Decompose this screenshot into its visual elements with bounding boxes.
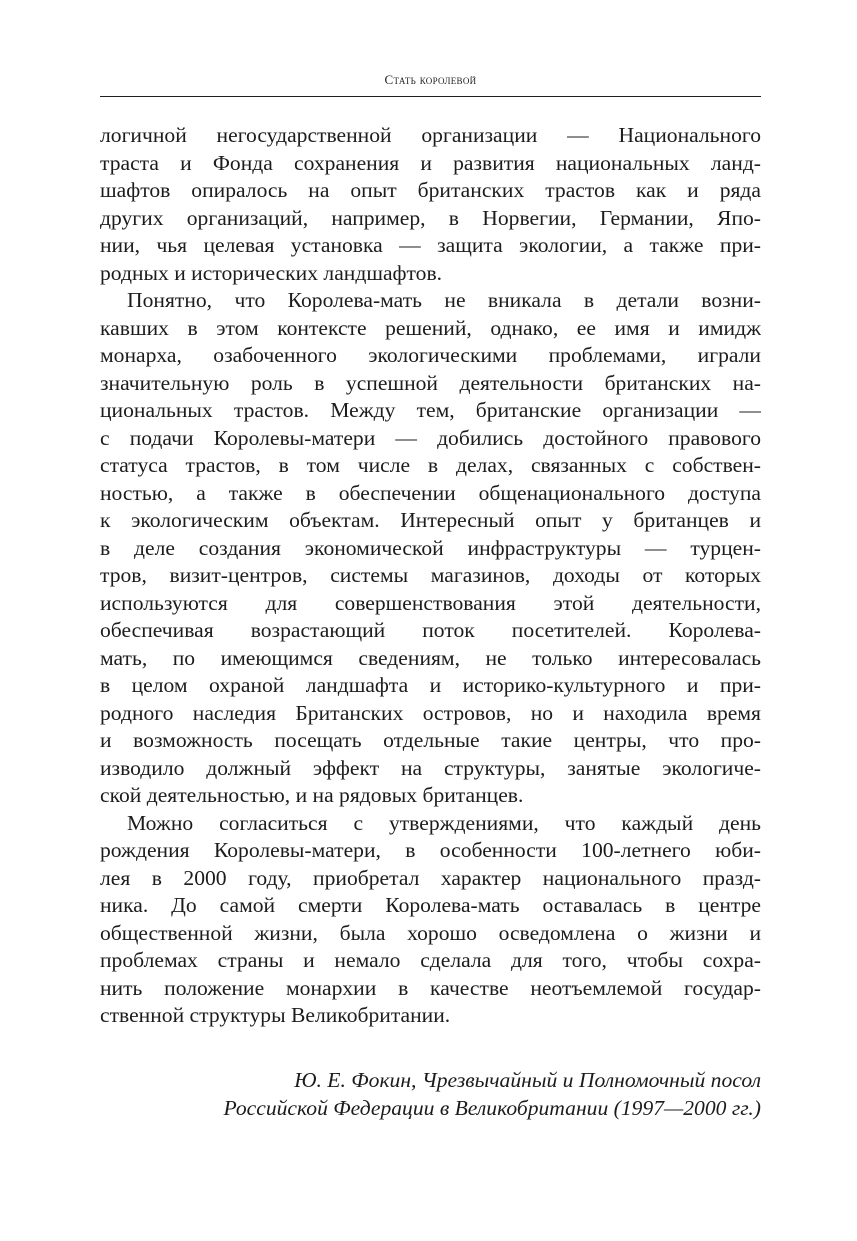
text-line: Понятно, что Королева-мать не вникала в детали возни- — [127, 288, 761, 312]
text-line: циональных трастов. Между тем, британские организации — — [100, 398, 761, 422]
text-line: изводило должный эффект на структуры, занятые экологиче- — [100, 755, 761, 780]
text-line: к экологическим объектам. Интересный опыт у британцев и — [100, 508, 761, 532]
text-line: ника. До самой смерти Королева-мать оставалась в центре — [100, 893, 761, 917]
text-line: тров, визит-центров, системы магазинов, доходы от которых — [100, 563, 761, 587]
signature-line-2: Российской Федерации в Великобритании (1997—2000 гг.) — [223, 1096, 761, 1120]
text-line: родных и исторических ландшафтов. — [100, 260, 443, 285]
text-line: нить положение монархии в качестве неотъемлемой государ- — [100, 975, 761, 1000]
text-line: кавших в этом контексте решений, однако, ее имя и имидж — [100, 315, 761, 340]
text-line: траста и Фонда сохранения и развития национальных ланд- — [100, 150, 761, 175]
text-line: монарха, озабоченного экологическими проблемами, играли — [100, 343, 761, 367]
text-line: Можно согласиться с утверждениями, что каждый день — [127, 810, 761, 835]
text-line: шафтов опиралось на опыт британских трастов как и ряда — [100, 178, 761, 202]
text-line: в деле создания экономической инфраструктуры — турцен- — [100, 535, 761, 560]
text-line: лея в 2000 году, приобретал характер национального празд- — [100, 865, 761, 890]
text-line: значительную роль в успешной деятельности британских на- — [100, 370, 761, 395]
text-line: нии, чья целевая установка — защита экологии, а также при- — [100, 233, 761, 257]
text-line: мать, по имеющимся сведениям, не только интересовалась — [100, 645, 761, 670]
paragraph-2 — [100, 287, 761, 810]
text-line: проблемах страны и немало сделала для того, чтобы сохра- — [100, 948, 761, 972]
text-line: логичной негосударственной организации — Национального — [100, 123, 761, 147]
paragraph-1 — [100, 122, 761, 287]
author-signature — [100, 1066, 761, 1122]
text-line: родного наследия Британских островов, но и находила время — [100, 700, 761, 725]
text-line: других организаций, например, в Норвегии, Германии, Япо- — [100, 205, 761, 230]
paragraph-3 — [100, 810, 761, 1030]
header-rule — [100, 96, 761, 97]
text-line: общественной жизни, была хорошо осведомлена о жизни и — [100, 920, 761, 945]
text-line: с подачи Королевы-матери — добились достойного правового — [100, 425, 761, 450]
body-text — [100, 122, 761, 1030]
signature-line-1: Ю. Е. Фокин, Чрезвычайный и Полномочный посол — [294, 1068, 761, 1092]
text-line: ской деятельностью, и на рядовых британцев. — [100, 783, 524, 807]
text-line: обеспечивая возрастающий поток посетителей. Королева- — [100, 618, 761, 642]
text-line: используются для совершенствования этой деятельности, — [100, 590, 761, 615]
text-line: и возможность посещать отдельные такие центры, что про- — [100, 728, 761, 752]
text-line: в целом охраной ландшафта и историко-культурного и при- — [100, 673, 761, 697]
text-line: статуса трастов, в том числе в делах, связанных с собствен- — [100, 453, 761, 477]
text-line: рождения Королевы-матери, в особенности 100-летнего юби- — [100, 838, 761, 862]
running-head: Стать королевой — [384, 72, 477, 87]
text-line: ственной структуры Великобритании. — [100, 1003, 451, 1027]
text-line: ностью, а также в обеспечении общенационального доступа — [100, 480, 761, 505]
